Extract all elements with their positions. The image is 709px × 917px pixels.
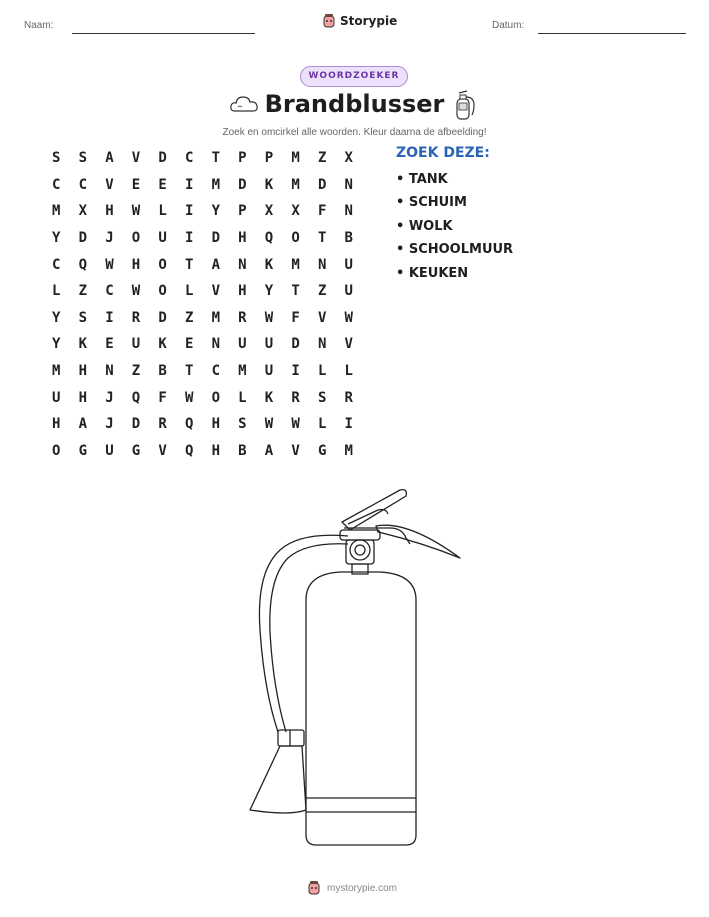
grid-cell[interactable]: X [344, 150, 353, 167]
date-label: Datum: [492, 20, 525, 31]
grid-cell[interactable]: V [158, 442, 167, 459]
grid-cell[interactable]: E [184, 336, 194, 353]
grid-cell[interactable]: W [131, 203, 141, 220]
grid-cell[interactable]: H [52, 416, 61, 433]
grid-cell[interactable]: O [131, 230, 141, 247]
brand-logo [322, 13, 397, 29]
grid-cell[interactable]: P [238, 150, 247, 167]
grid-cell[interactable]: F [158, 389, 167, 406]
grid-cell[interactable]: M [211, 176, 220, 193]
grid-cell[interactable]: O [211, 389, 220, 406]
grid-cell[interactable]: G [131, 442, 141, 459]
word-list-item: • SCHOOLMUUR [396, 242, 514, 258]
grid-cell[interactable]: U [158, 230, 167, 247]
grid-cell[interactable]: L [317, 416, 327, 433]
grid-cell[interactable]: K [264, 256, 274, 273]
grid-cell[interactable]: G [317, 442, 327, 459]
grid-cell[interactable]: S [317, 389, 327, 406]
grid-cell[interactable]: U [264, 336, 274, 353]
grid-cell[interactable]: X [78, 203, 88, 220]
grid-cell[interactable]: Z [131, 363, 141, 380]
word-search-grid [49, 145, 368, 464]
grid-cell[interactable]: S [78, 150, 88, 167]
grid-cell[interactable]: M [238, 363, 247, 380]
grid-cell[interactable]: V [291, 442, 300, 459]
grid-cell[interactable]: C [52, 176, 61, 193]
grid-cell[interactable]: H [238, 283, 247, 300]
grid-cell[interactable]: I [105, 309, 114, 326]
grid-cell[interactable]: X [291, 203, 300, 220]
extinguisher-handle [376, 525, 460, 558]
grid-cell[interactable]: X [264, 203, 274, 220]
grid-cell[interactable]: C [52, 256, 61, 273]
grid-cell[interactable]: H [238, 230, 247, 247]
grid-cell[interactable]: T [184, 256, 194, 273]
grid-cell[interactable]: M [291, 176, 300, 193]
grid-cell[interactable]: Y [264, 283, 274, 300]
word-list-title: ZOEK DEZE: [396, 145, 490, 161]
grid-cell[interactable]: Q [184, 416, 194, 433]
grid-cell[interactable]: V [105, 176, 114, 193]
grid-cell[interactable]: O [291, 230, 300, 247]
worksheet-type-badge: WOORDZOEKER [300, 66, 408, 87]
fire-extinguisher-outline[interactable] [240, 480, 465, 855]
grid-cell[interactable]: K [264, 176, 274, 193]
extinguisher-gauge-inner [355, 545, 365, 555]
grid-cell[interactable]: S [52, 150, 61, 167]
grid-cell[interactable]: W [344, 309, 353, 326]
grid-cell[interactable]: N [344, 176, 353, 193]
storypie-mascot-icon [322, 13, 336, 29]
grid-cell[interactable]: R [158, 416, 167, 433]
grid-cell[interactable]: Z [184, 309, 194, 326]
grid-cell[interactable]: D [317, 176, 327, 193]
grid-cell[interactable]: Y [211, 203, 220, 220]
grid-cell[interactable]: T [291, 283, 300, 300]
grid-cell[interactable]: Q [264, 230, 274, 247]
word-list-item: • SCHUIM [396, 195, 467, 211]
grid-cell[interactable]: M [211, 309, 220, 326]
grid-cell[interactable]: V [344, 336, 353, 353]
grid-cell[interactable]: M [52, 363, 61, 380]
grid-cell[interactable]: I [291, 363, 300, 380]
grid-cell[interactable]: A [105, 150, 114, 167]
extinguisher-lever-top [342, 490, 406, 530]
grid-cell[interactable]: A [78, 416, 88, 433]
grid-cell[interactable]: Z [78, 283, 88, 300]
grid-cell[interactable]: P [238, 203, 247, 220]
grid-cell[interactable]: Q [78, 256, 88, 273]
brand-name: Storypie [340, 14, 398, 28]
grid-cell[interactable]: C [105, 283, 114, 300]
grid-cell[interactable]: I [184, 230, 194, 247]
grid-cell[interactable]: J [105, 416, 114, 433]
grid-cell[interactable]: A [264, 442, 274, 459]
grid-cell[interactable]: L [52, 283, 61, 300]
grid-cell[interactable]: D [238, 176, 247, 193]
page-title: Brandblusser [264, 90, 445, 118]
grid-cell[interactable]: L [238, 389, 247, 406]
grid-cell[interactable]: U [131, 336, 141, 353]
grid-cell[interactable]: H [78, 389, 88, 406]
grid-cell[interactable]: F [317, 203, 327, 220]
word-list [396, 171, 513, 288]
grid-cell[interactable]: N [105, 363, 114, 380]
grid-cell[interactable]: H [105, 203, 114, 220]
extinguisher-hose-outer [259, 535, 348, 732]
grid-cell[interactable]: Q [131, 389, 141, 406]
grid-cell[interactable]: H [211, 416, 220, 433]
grid-cell[interactable]: N [317, 336, 327, 353]
grid-cell[interactable]: G [78, 442, 88, 459]
storypie-mascot-icon [307, 880, 321, 896]
grid-cell[interactable]: F [291, 309, 300, 326]
grid-cell[interactable]: K [78, 336, 88, 353]
grid-cell[interactable]: D [158, 150, 167, 167]
grid-cell[interactable]: N [317, 256, 327, 273]
grid-cell[interactable]: Y [52, 336, 61, 353]
grid-cell[interactable]: M [291, 256, 300, 273]
grid-cell[interactable]: U [344, 283, 353, 300]
extinguisher-lever-inner [348, 510, 388, 525]
grid-cell[interactable]: N [211, 336, 220, 353]
grid-cell[interactable]: C [184, 150, 194, 167]
grid-cell[interactable]: L [158, 203, 167, 220]
grid-cell[interactable]: R [344, 389, 353, 406]
grid-cell[interactable]: A [211, 256, 220, 273]
extinguisher-nozzle [250, 746, 306, 813]
grid-cell[interactable]: M [291, 150, 300, 167]
grid-cell[interactable]: U [105, 442, 114, 459]
grid-cell[interactable]: M [344, 442, 353, 459]
grid-cell[interactable]: E [158, 176, 167, 193]
date-field-line[interactable] [538, 33, 686, 34]
grid-cell[interactable]: I [344, 416, 353, 433]
grid-cell[interactable]: U [52, 389, 61, 406]
grid-cell[interactable]: L [184, 283, 194, 300]
grid-cell[interactable]: Z [317, 150, 327, 167]
grid-cell[interactable]: R [291, 389, 300, 406]
grid-cell[interactable]: U [264, 363, 274, 380]
grid-cell[interactable]: J [105, 230, 114, 247]
grid-cell[interactable]: L [344, 363, 353, 380]
grid-cell[interactable]: H [131, 256, 141, 273]
grid-cell[interactable]: L [317, 363, 327, 380]
grid-cell[interactable]: W [184, 389, 194, 406]
grid-cell[interactable]: W [131, 283, 141, 300]
grid-cell[interactable]: V [211, 283, 220, 300]
grid-cell[interactable]: R [238, 309, 247, 326]
grid-cell[interactable]: Q [184, 442, 194, 459]
grid-cell[interactable]: E [105, 336, 114, 353]
grid-cell[interactable]: W [264, 309, 274, 326]
extinguisher-valve-top [340, 530, 380, 540]
grid-cell[interactable]: Y [52, 309, 61, 326]
instructions: Zoek en omcirkel alle woorden. Kleur daarna de afbeelding! [222, 127, 487, 138]
grid-cell[interactable]: W [105, 256, 114, 273]
grid-cell[interactable]: W [264, 416, 274, 433]
grid-cell[interactable]: N [344, 203, 353, 220]
grid-cell[interactable]: R [131, 309, 141, 326]
grid-cell[interactable]: U [344, 256, 353, 273]
grid-cell[interactable]: D [78, 230, 88, 247]
grid-cell[interactable]: I [184, 176, 194, 193]
grid-cell[interactable]: S [238, 416, 247, 433]
extinguisher-gauge-outer [350, 540, 370, 560]
grid-cell[interactable]: J [105, 389, 114, 406]
grid-cell[interactable]: P [264, 150, 274, 167]
grid-cell[interactable]: N [238, 256, 247, 273]
grid-cell[interactable]: D [131, 416, 141, 433]
grid-cell[interactable]: I [184, 203, 194, 220]
extinguisher-body [306, 572, 416, 845]
name-label: Naam: [24, 20, 54, 31]
footer-url: mystorypie.com [327, 882, 398, 894]
grid-cell[interactable]: H [78, 363, 88, 380]
grid-cell[interactable]: O [158, 283, 167, 300]
grid-cell[interactable]: E [131, 176, 141, 193]
grid-cell[interactable]: M [52, 203, 61, 220]
grid-cell[interactable]: V [131, 150, 141, 167]
grid-cell[interactable]: B [158, 363, 167, 380]
grid-cell[interactable]: U [238, 336, 247, 353]
grid-cell[interactable]: K [158, 336, 167, 353]
grid-cell[interactable]: C [211, 363, 220, 380]
grid-cell[interactable]: H [211, 442, 220, 459]
word-list-item: • WOLK [396, 218, 453, 234]
grid-cell[interactable]: D [158, 309, 167, 326]
word-list-item: • KEUKEN [396, 265, 469, 281]
grid-cell[interactable]: B [344, 230, 353, 247]
grid-cell[interactable]: W [291, 416, 300, 433]
grid-cell[interactable]: T [211, 150, 220, 167]
word-list-item: • TANK [396, 172, 448, 187]
grid-cell[interactable]: V [317, 309, 327, 326]
grid-cell[interactable]: S [78, 309, 88, 326]
grid-cell[interactable]: O [52, 442, 61, 459]
grid-cell[interactable]: Z [317, 283, 327, 300]
name-field-line[interactable] [72, 33, 255, 34]
grid-cell[interactable]: B [238, 442, 247, 459]
grid-cell[interactable]: C [78, 176, 88, 193]
grid-cell[interactable]: O [158, 256, 167, 273]
grid-cell[interactable]: T [317, 230, 327, 247]
grid-cell[interactable]: D [291, 336, 300, 353]
grid-cell[interactable]: Y [52, 230, 61, 247]
footer [307, 880, 397, 896]
extinguisher-nozzle-clamp [278, 730, 304, 746]
grid-cell[interactable]: D [211, 230, 220, 247]
grid-cell[interactable]: K [264, 389, 274, 406]
grid-cell[interactable]: T [184, 363, 194, 380]
